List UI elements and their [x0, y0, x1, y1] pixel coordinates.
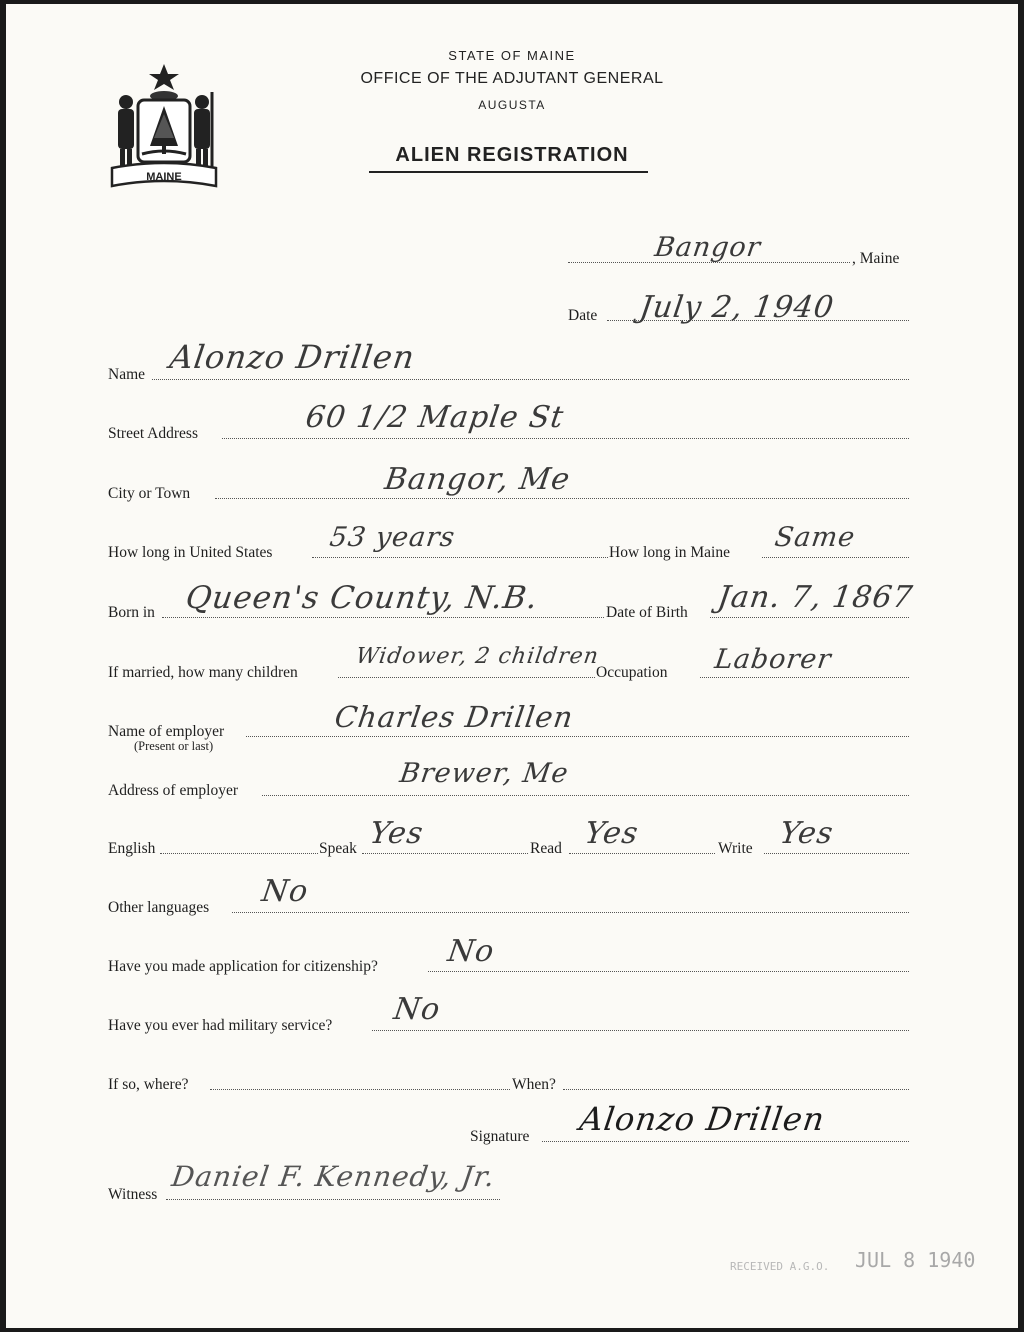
- how-long-maine-line: [762, 557, 909, 558]
- employer-name-label: Name of employer: [108, 723, 225, 740]
- name-value: Alonzo Drillen: [167, 338, 418, 376]
- other-languages-line: [232, 912, 909, 913]
- when-line: [563, 1089, 909, 1090]
- title-underline: [369, 171, 648, 173]
- employer-name-line: [246, 736, 909, 737]
- born-in-value: Queen's County, N.B.: [183, 580, 541, 616]
- other-languages-value: No: [259, 874, 311, 909]
- date-of-birth-line: [710, 617, 909, 618]
- street-address-label: Street Address: [108, 425, 198, 442]
- how-long-us-value: 53 years: [327, 522, 458, 553]
- maine-label: , Maine: [852, 250, 900, 267]
- where-label: If so, where?: [108, 1076, 189, 1093]
- military-line: [372, 1030, 909, 1031]
- occupation-line: [700, 677, 909, 678]
- date-label: Date: [568, 307, 598, 324]
- speak-line: [362, 853, 528, 854]
- witness-label: Witness: [108, 1186, 158, 1203]
- form-title: ALIEN REGISTRATION: [395, 144, 629, 166]
- read-line: [569, 853, 715, 854]
- date-of-birth-value: Jan. 7, 1867: [715, 580, 916, 615]
- children-label: If married, how many children: [108, 664, 298, 681]
- signature-value: Alonzo Drillen: [577, 1100, 828, 1138]
- street-address-line: [222, 438, 909, 439]
- signature-line: [542, 1141, 909, 1142]
- citizenship-label: Have you made application for citizenship?: [108, 958, 378, 975]
- name-line: [152, 379, 909, 380]
- witness-line: [166, 1199, 500, 1200]
- how-long-maine-label: How long in Maine: [609, 544, 730, 561]
- read-label: Read: [530, 840, 562, 857]
- header-city: AUGUSTA: [478, 98, 546, 112]
- place-value: Bangor: [652, 232, 763, 263]
- city-value: Bangor, Me: [382, 462, 573, 497]
- occupation-label: Occupation: [596, 664, 668, 681]
- name-label: Name: [108, 366, 146, 383]
- how-long-maine-value: Same: [772, 522, 858, 553]
- seal-label: MAINE: [146, 171, 182, 183]
- children-value: Widower, 2 children: [354, 644, 601, 669]
- write-line: [764, 853, 909, 854]
- header-office: OFFICE OF THE ADJUTANT GENERAL: [360, 70, 664, 87]
- english-label: English: [108, 840, 156, 857]
- where-line: [210, 1089, 510, 1090]
- received-stamp-text: RECEIVED A.G.O.: [730, 1260, 830, 1273]
- witness-value: Daniel F. Kennedy, Jr.: [169, 1160, 498, 1193]
- write-value: Yes: [777, 816, 836, 851]
- employer-name-value: Charles Drillen: [332, 700, 576, 734]
- occupation-value: Laborer: [712, 644, 834, 675]
- english-line: [160, 853, 318, 854]
- city-line: [215, 498, 909, 499]
- employer-note: (Present or last): [134, 739, 214, 753]
- employer-address-line: [262, 795, 909, 796]
- military-label: Have you ever had military service?: [108, 1017, 333, 1034]
- born-in-line: [162, 617, 604, 618]
- write-label: Write: [718, 840, 753, 857]
- speak-label: Speak: [319, 840, 357, 857]
- city-label: City or Town: [108, 485, 191, 502]
- employer-address-value: Brewer, Me: [397, 758, 571, 789]
- military-value: No: [391, 992, 443, 1027]
- children-line: [338, 677, 595, 678]
- received-stamp-date: JUL 8 1940: [855, 1248, 976, 1272]
- header-state: STATE OF MAINE: [448, 48, 576, 63]
- when-label: When?: [512, 1076, 556, 1093]
- signature-label: Signature: [470, 1128, 530, 1145]
- born-in-label: Born in: [108, 604, 155, 621]
- citizenship-line: [428, 971, 909, 972]
- date-of-birth-label: Date of Birth: [606, 604, 688, 621]
- citizenship-value: No: [445, 934, 497, 969]
- date-value: July 2, 1940: [637, 290, 837, 325]
- speak-value: Yes: [367, 816, 426, 851]
- other-languages-label: Other languages: [108, 899, 210, 916]
- how-long-us-label: How long in United States: [108, 544, 273, 561]
- employer-address-label: Address of employer: [108, 782, 238, 799]
- read-value: Yes: [582, 816, 641, 851]
- how-long-us-line: [312, 557, 608, 558]
- street-address-value: 60 1/2 Maple St: [303, 400, 567, 435]
